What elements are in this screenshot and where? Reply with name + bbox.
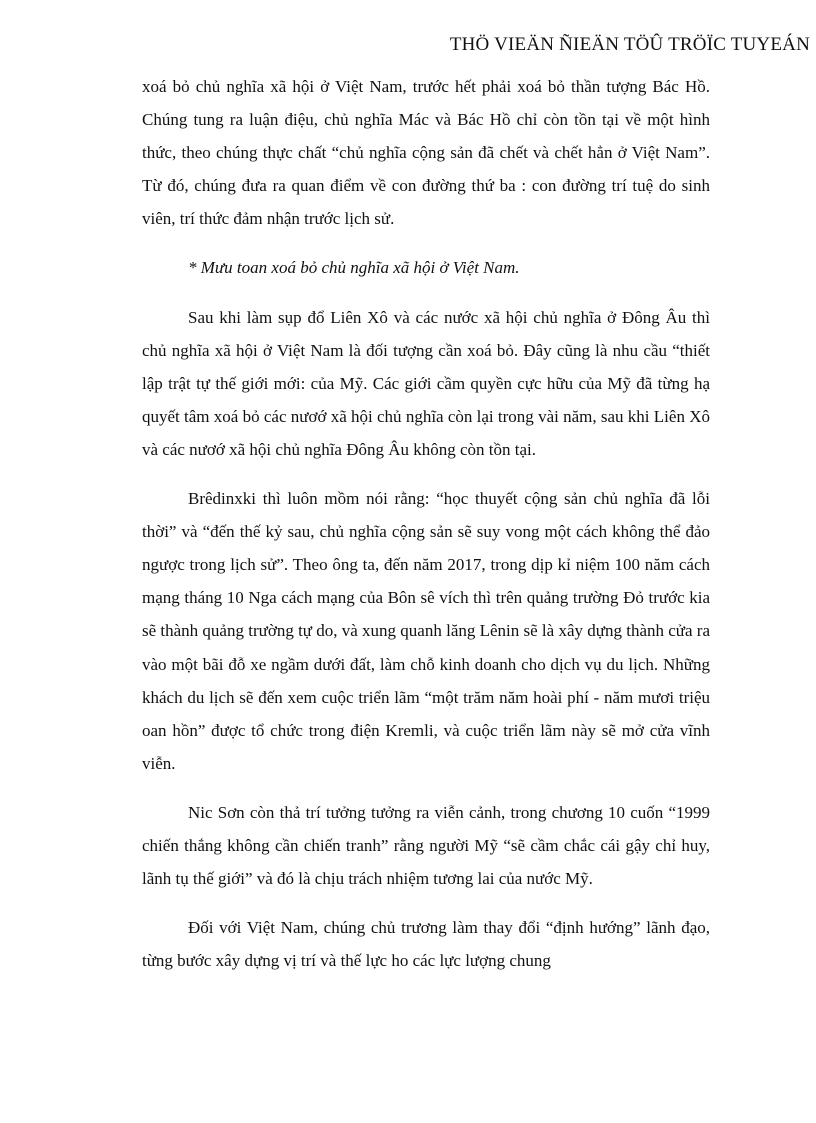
paragraph: Đối với Việt Nam, chúng chủ trương làm thay đổi “định hướng” lãnh đạo, từng bước xây dựng vị trí và thế lực ho các lực lượng chung: [142, 918, 710, 971]
paragraph: Sau khi làm sụp đổ Liên Xô và các nước xã hội chủ nghĩa ở Đông Âu thì chủ nghĩa xã hội ở Việt Nam là đối tượng cần xoá bỏ. Đây cũng là nhu cầu “thiết lập trật tự thế giới mới: của Mỹ. Các giới cầm quyền cực hữu của Mỹ đã từng hạ quyết tâm xoá bỏ các nươớ xã hội chủ nghĩa còn lại trong vài năm, sau khi Liên Xô và các nươớ xã hội chủ nghĩa Đông Âu không còn tồn tại.: [142, 307, 710, 459]
section-heading: * Mưu toan xoá bỏ chủ nghĩa xã hội ở Việt Nam.: [188, 258, 520, 278]
document-body: [142, 70, 710, 977]
paragraph: Brêdinxki thì luôn mồm nói rằng: “học thuyết cộng sản chủ nghĩa đã lỗi thời” và “đến thế kỷ sau, chủ nghĩa cộng sản sẽ suy vong một cách không thể đảo ngược trong lịch sử”. Theo ông ta, đến năm 2017, trong dịp kỉ niệm 100 năm cách mạng tháng 10 Nga cách mạng của Bôn sê vích thì trên quảng trường Đỏ trước kia sẽ thành quảng trường tự do, và xung quanh lăng Lênin sẽ là xây dựng thành cửa ra vào một bãi đỗ xe ngầm dưới đất, làm chỗ kinh doanh cho dịch vụ du lịch. Những khách du lịch sẽ đến xem cuộc triển lãm “một trăm năm hoài phí - năm mươi triệu oan hồn” được tổ chức trong điện Kremli, và cuộc triển lãm này sẽ mở cửa vĩnh viễn.: [142, 489, 710, 773]
paragraph: Nic Sơn còn thả trí tưởng tưởng ra viễn cảnh, trong chương 10 cuốn “1999 chiến thắng không cần chiến tranh” rằng người Mỹ “sẽ cầm chắc cái gậy chỉ huy, lãnh tụ thế giới” và đó là chịu trách nhiệm tương lai của nước Mỹ.: [142, 802, 710, 889]
page-header-title: THÖ VIEÄN ÑIEÄN TÖÛ TRÖÏC TUYEÁN: [449, 34, 810, 55]
paragraph-continuation: xoá bỏ chủ nghĩa xã hội ở Việt Nam, trước hết phải xoá bỏ thần tượng Bác Hồ. Chúng tung ra luận điệu, chủ nghĩa Mác và Bác Hồ chỉ còn tồn tại về một hình thức, theo chúng thực chất “chủ nghĩa cộng sản đã chết và chết hẳn ở Việt Nam”. Từ đó, chúng đưa ra quan điểm về con đường thứ ba : con đường trí tuệ do sinh viên, trí thức đảm nhận trước lịch sử.: [142, 77, 710, 229]
